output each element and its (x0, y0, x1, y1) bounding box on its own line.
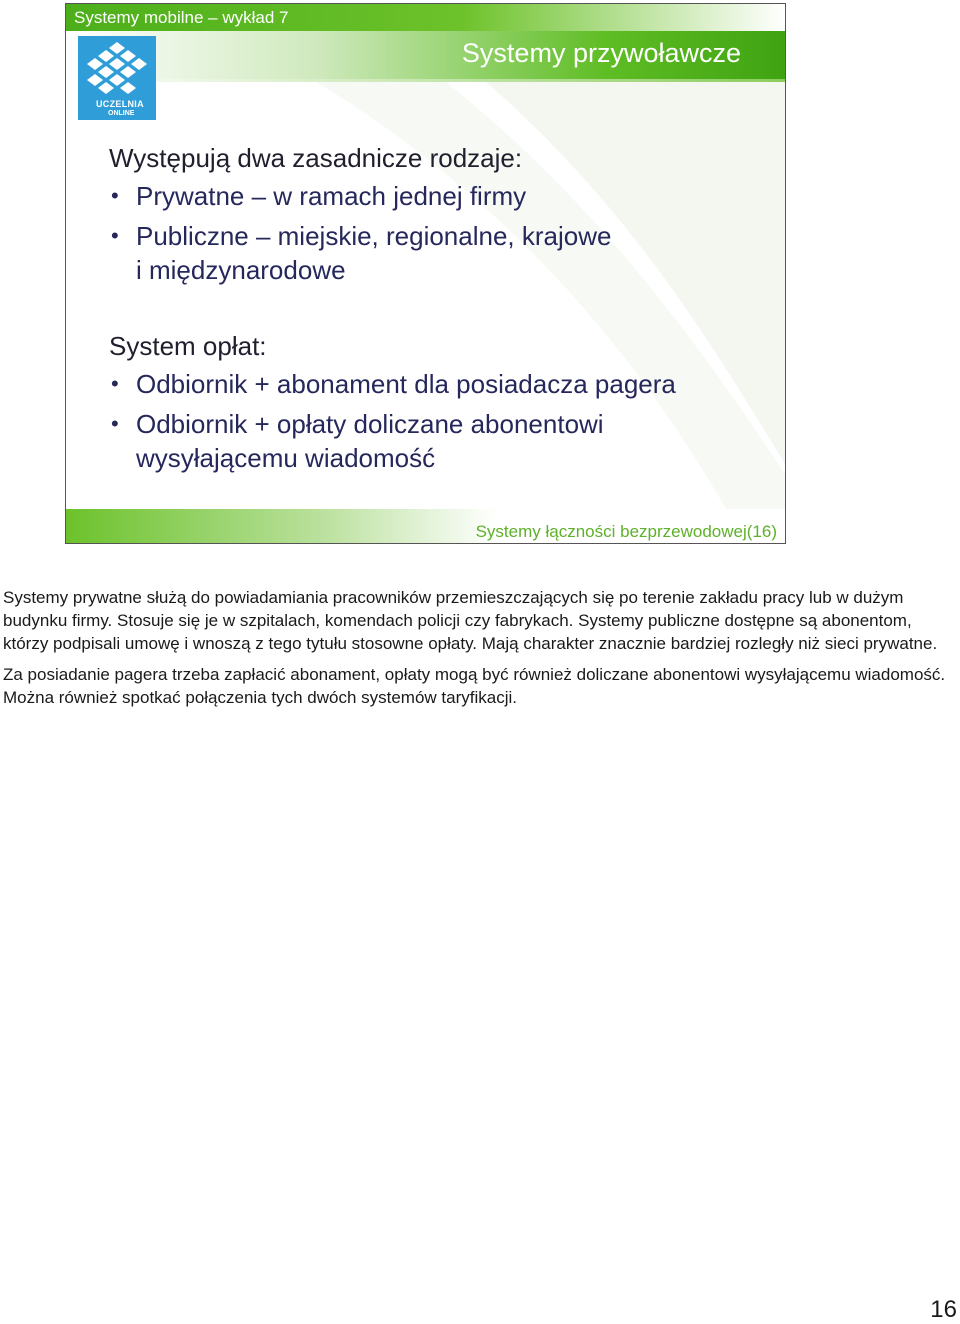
bullet-item (109, 367, 769, 401)
bullet-text: Odbiornik + opłaty doliczane abonentowi (136, 409, 604, 439)
notes-paragraph: Za posiadanie pagera trzeba zapłacić abonament, opłaty mogą być również doliczane abonentowi wysyłającemu wiadomość. Można również spotkać połączenia tych dwóch systemów taryfikacji. (3, 665, 946, 707)
bullet-text-continuation: i międzynarodowe (136, 255, 346, 285)
bullet-item (109, 219, 769, 287)
title-underline (66, 79, 785, 82)
lecture-notes (3, 586, 953, 717)
bullet-text: Odbiornik + abonament dla posiadacza pagera (136, 369, 676, 399)
bullet-text: Prywatne – w ramach jednej firmy (136, 181, 527, 211)
bullet-icon: • (111, 411, 119, 436)
logo-text-uczelnia: UCZELNIA (96, 99, 144, 109)
section-heading-types: Występują dwa zasadnicze rodzaje: (109, 143, 523, 173)
notes-paragraph: Systemy prywatne służą do powiadamiania pracowników przemieszczających się po terenie zakładu pracy lub w dużym budynku firmy. Stosuje się je w szpitalach, komendach policji czy fabrykach. Systemy publiczne dostępne są abonentom, którzy podpisali umowę i wnoszą z tego tytułu stosowne opłaty. Mają charakter znacznie bardziej rozległy niż sieci prywatne. (3, 588, 938, 653)
course-label: Systemy mobilne – wykład 7 (74, 8, 289, 27)
bullet-text: Publiczne – miejskie, regionalne, krajowe (136, 221, 612, 251)
page-number: 16 (930, 1296, 957, 1323)
slide (65, 3, 786, 544)
bullet-list-fees (109, 367, 769, 475)
bullet-list-types (109, 179, 769, 287)
bullet-icon: • (111, 371, 119, 396)
bullet-item (109, 407, 769, 475)
section-heading-fees: System opłat: (109, 331, 267, 361)
bullet-icon: • (111, 223, 119, 248)
slide-content (109, 139, 769, 481)
logo-text-online: ONLINE (108, 110, 135, 117)
bullet-icon: • (111, 183, 119, 208)
bullet-item (109, 179, 769, 213)
bullet-text-continuation: wysyłającemu wiadomość (136, 443, 436, 473)
slide-title: Systemy przywoławcze (461, 38, 741, 68)
slide-footer: Systemy łączności bezprzewodowej(16) (475, 522, 777, 541)
